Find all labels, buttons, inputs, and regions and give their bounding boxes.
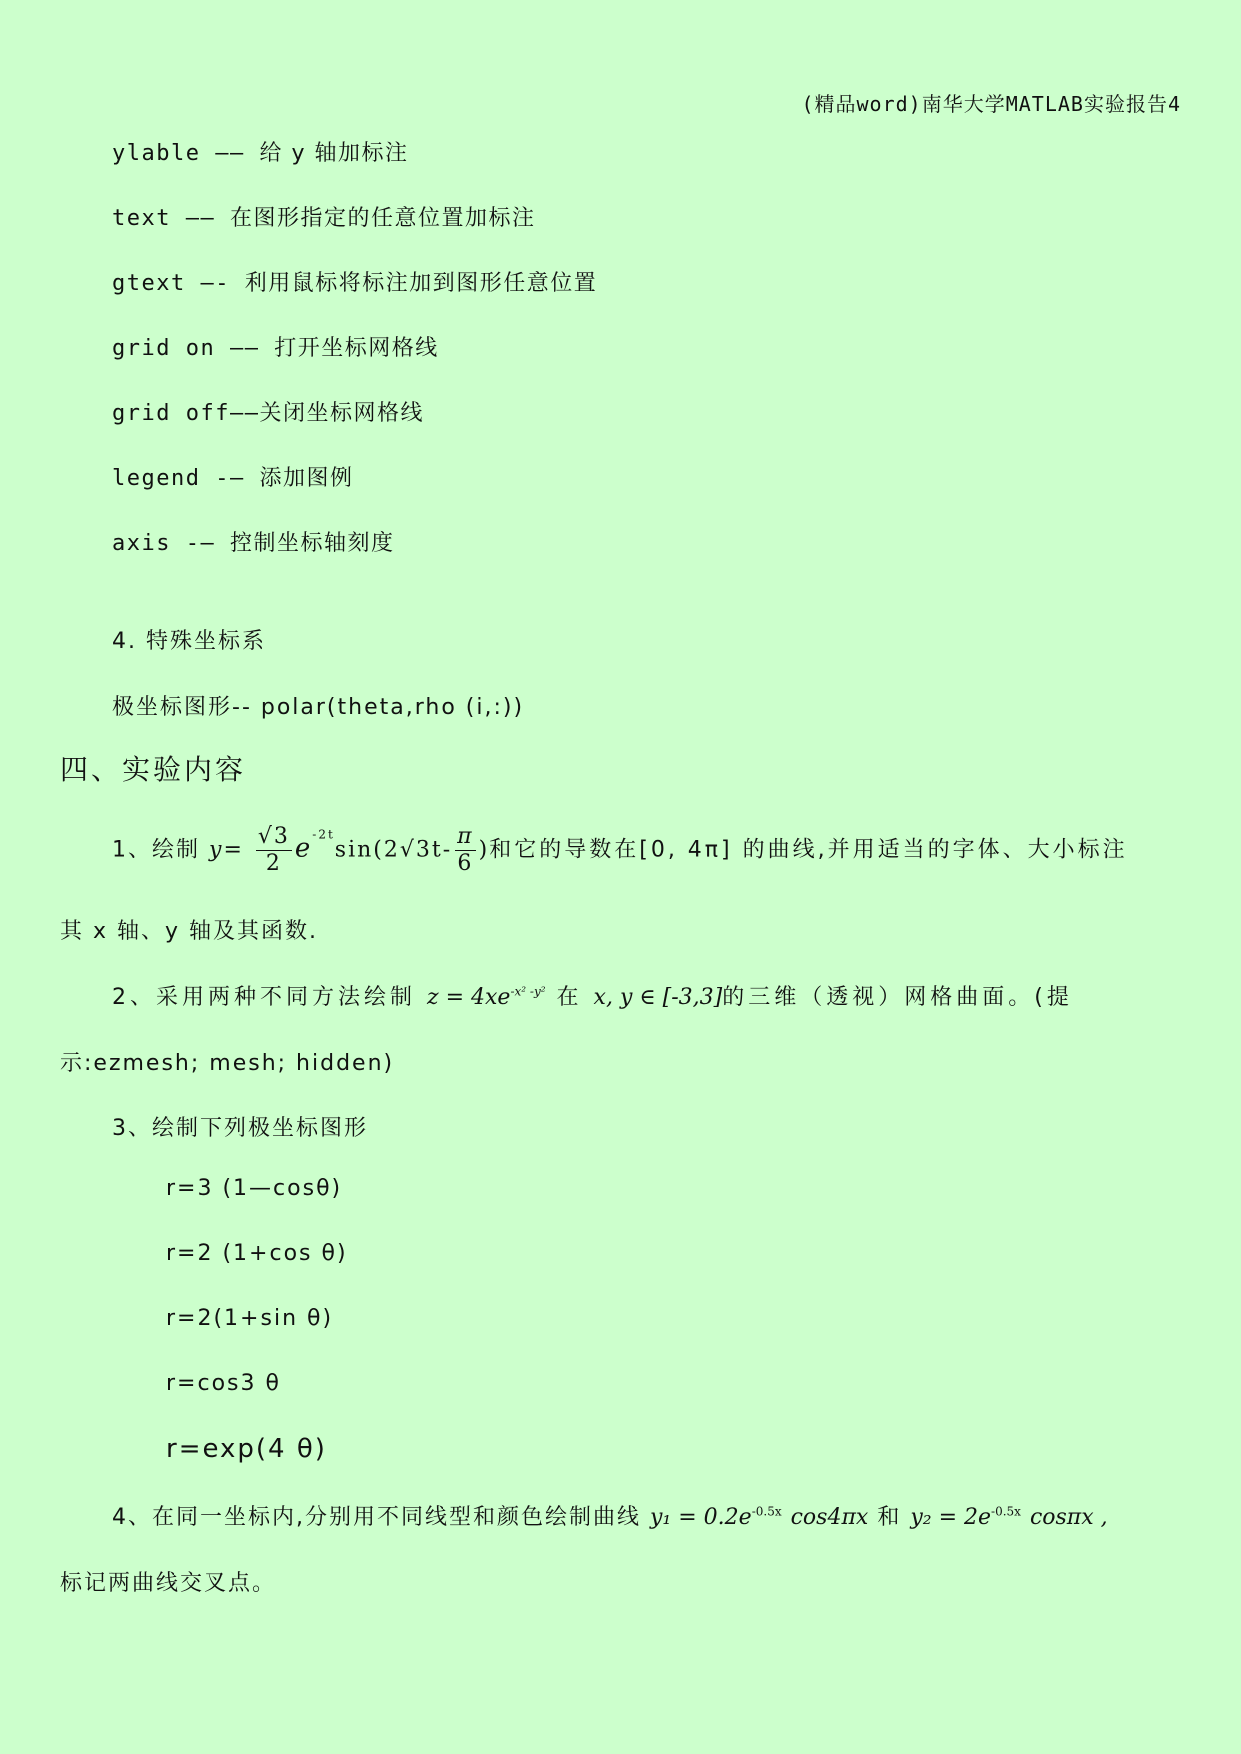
command-name: gtext (112, 271, 186, 296)
formula-equals: = (223, 837, 244, 863)
formula-y2: y₂ = 2e (910, 1505, 992, 1530)
command-separator: -— (185, 531, 216, 556)
polar-item-4: r=cos3 θ (166, 1371, 281, 1396)
command-description: 利用鼠标将标注加到图形任意位置 (244, 271, 598, 296)
command-name: grid off (112, 401, 230, 426)
command-description: 控制坐标轴刻度 (229, 531, 395, 556)
command-separator: —— (185, 206, 216, 231)
task-4-line-1 (112, 1500, 1108, 1531)
command-description: 给 y 轴加标注 (259, 141, 409, 166)
command-separator: -— (215, 466, 245, 491)
command-separator: —— (229, 336, 260, 361)
task-1-prefix: 1、绘制 (112, 837, 200, 863)
formula-sin: sin(2√3t (334, 837, 443, 863)
command-line-grid-off (112, 396, 424, 427)
formula-minus: - (442, 837, 453, 863)
task-2-line-1 (112, 980, 1073, 1011)
task-2-prefix: 2、采用两种不同方法绘制 (112, 985, 416, 1010)
page-header: (精品word)南华大学MATLAB实验报告4 (801, 92, 1181, 116)
formula-e: e (294, 833, 313, 864)
command-line-axis (112, 526, 395, 557)
command-line-text (112, 201, 536, 232)
task-2-mid: 在 (556, 985, 583, 1010)
command-line-ylable (112, 136, 409, 167)
command-name: text (112, 206, 171, 231)
command-name: ylable (112, 141, 201, 166)
command-name: legend (112, 466, 201, 491)
formula-domain: x, y ∈ [-3,3] (593, 985, 723, 1010)
command-line-gtext (112, 266, 597, 297)
formula-y2-exponent: -0.5x (991, 1504, 1021, 1519)
command-description: 关闭坐标网格线 (259, 401, 424, 426)
section-title: 四、实验内容 (60, 753, 247, 786)
sqrt3-over-2-fraction: $\frac{√3}{2}$ (257, 824, 290, 876)
command-description: 打开坐标网格线 (274, 336, 439, 361)
formula-y1: y₁ = 0.2e (650, 1505, 752, 1530)
command-name: grid on (112, 336, 216, 361)
polar-description: 极坐标图形-- polar(theta,rho (i,:)) (112, 695, 525, 720)
command-name: axis (112, 531, 171, 556)
pi-over-6-fraction: $\frac{\pi}{6}$ (457, 824, 474, 876)
polar-item-1: r=3 (1—cosθ) (166, 1176, 343, 1201)
formula-y1-exponent: -0.5x (751, 1504, 782, 1519)
formula-z-exponent: -x² -y² (510, 984, 546, 999)
formula-exponent: -2t (312, 827, 335, 842)
polar-item-3: r=2(1+sin θ) (166, 1306, 334, 1331)
polar-item-5: r=exp(4 θ) (166, 1434, 327, 1464)
task-4-line-2: 标记两曲线交叉点。 (60, 1571, 277, 1596)
task-4-prefix: 4、在同一坐标内,分别用不同线型和颜色绘制曲线 (112, 1505, 641, 1530)
task-1-line-1 (112, 824, 1128, 877)
task-2-suffix: 的三维（透视）网格曲面。(提 (722, 985, 1073, 1010)
task-1-line-2: 其 x 轴、y 轴及其函数. (60, 919, 319, 944)
command-description: 添加图例 (259, 466, 354, 491)
formula-y1-tail: cos4πx (790, 1505, 869, 1530)
command-separator: —— (229, 401, 260, 426)
formula-z: z = 4xe (427, 985, 511, 1010)
formula-y2-tail: cosπx , (1029, 1505, 1108, 1530)
task-4-and: 和 (877, 1505, 902, 1530)
task-1-suffix: 和它的导数在[0, 4π] 的曲线,并用适当的字体、大小标注 (489, 837, 1128, 863)
command-description: 在图形指定的任意位置加标注 (229, 206, 536, 231)
polar-item-2: r=2 (1+cos θ) (166, 1241, 348, 1266)
special-coords-title: 4. 特殊坐标系 (112, 629, 266, 654)
command-separator: —— (215, 141, 245, 166)
task-3-title: 3、绘制下列极坐标图形 (112, 1116, 368, 1141)
task-2-line-2: 示:ezmesh; mesh; hidden) (60, 1051, 395, 1076)
command-separator: —- (200, 271, 230, 296)
formula-lhs: y (209, 837, 224, 863)
formula-close: ) (478, 837, 490, 863)
command-line-legend (112, 461, 354, 492)
command-line-grid-on (112, 331, 439, 362)
